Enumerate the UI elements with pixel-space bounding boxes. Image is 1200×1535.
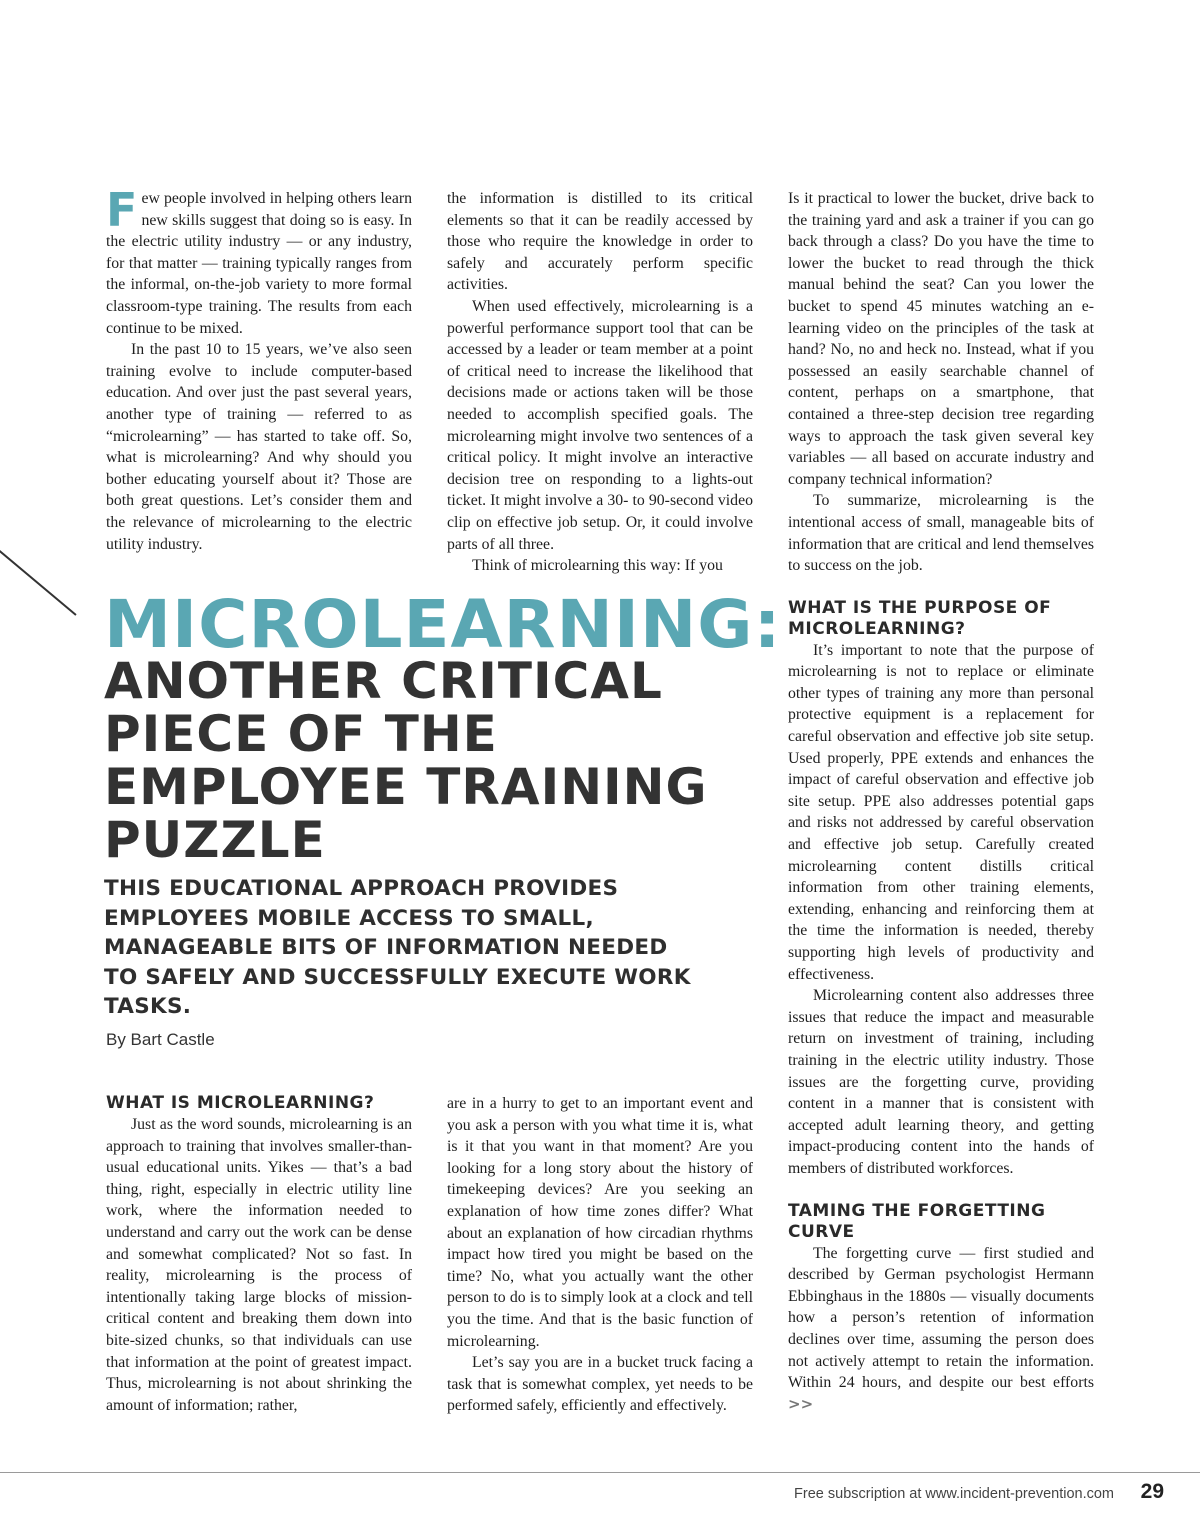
- section-heading-what-is: WHAT IS MICROLEARNING?: [106, 1093, 375, 1113]
- body-paragraph: To summarize, microlearning is the intentional access of small, manageable bits of information that are critical and lend themselves to success on the job.: [788, 492, 1094, 575]
- body-paragraph: the information is distilled to its critical elements so that it can be readily accessed by those who require the knowledge in order to safely and accurately perform specific activities.: [447, 190, 753, 294]
- intro-column-1: [106, 183, 412, 555]
- byline: By Bart Castle: [106, 1030, 215, 1049]
- lower-column-2: [447, 1093, 753, 1417]
- page-number: 29: [1140, 1480, 1164, 1503]
- section-heading-purpose: WHAT IS THE PURPOSE OF MICROLEARNING?: [788, 597, 1052, 639]
- body-paragraph: Is it practical to lower the bucket, drive back to the training yard and ask a trainer if you can go back through a class? Do you have the time to lower the bucket to read through the thick manual behind the seat? Can you lower the bucket to spend 45 minutes watching an e-learning video on the principles of the task at hand? No, no and heck no. Instead, what if you possessed an easily searchable channel of content, perhaps on a smartphone, that contained a three-step decision tree regarding ways to approach the task given several key variables — all based on accurate industry and company technical information?: [788, 190, 1094, 488]
- body-paragraph: When used effectively, microlearning is a powerful performance support tool that can be accessed by a leader or team member at a point of critical need to increase the likelihood that decisions made or actions taken will be those needed to accomplish specified goals. The microlearning might involve two sentences of a critical policy. It might involve an interactive decision tree on responding to a lights-out ticket. It might involve a 30- to 90-second video clip on effective job setup. Or, it could involve parts of all three.: [447, 297, 753, 553]
- article-deck: THIS EDUCATIONAL APPROACH PROVIDES EMPLOYEES MOBILE ACCESS TO SMALL, MANAGEABLE BITS OF INFORMATION NEEDED TO SAFELY AND SUCCESSFULLY EXECUTE WORK TASKS.: [104, 876, 691, 1019]
- body-paragraph: Let’s say you are in a bucket truck facing a task that is somewhat complex, yet needs to be performed safely, efficiently and effectively.: [447, 1354, 753, 1415]
- body-paragraph: Microlearning content also addresses three issues that reduce the impact and measurable return on investment of training, including training in the electric utility industry. Those issues are the forgetting curve, providing content in a manner that is consistent with accepted adult learning theory, and getting impact-producing content into the hands of members of distributed workforces.: [788, 987, 1094, 1177]
- drop-cap: F: [106, 183, 138, 237]
- intro-paragraph-1: Few people involved in helping others learn new skills suggest that doing so is easy. In the electric utility industry — or any industry, for that matter — training typically ranges from the informal, on-the-job variety to more formal classroom-type training. The results from each continue to be mixed.: [106, 183, 412, 337]
- footer-divider: [0, 1472, 1200, 1473]
- lower-column-1: [106, 1093, 412, 1416]
- footer-subscription-link[interactable]: Free subscription at www.incident-prevention.com: [794, 1486, 1114, 1502]
- intro-paragraph-2: In the past 10 to 15 years, we’ve also seen training evolve to include computer-based education. And over just the past several years, another type of training — referred to as “microlearning” — has started to take off. So, what is microlearning? And why should you bother educating yourself about it? Those are both great questions. Let’s consider them and the relevance of microlearning to the electric utility industry.: [106, 341, 412, 553]
- intro-column-2: [447, 188, 753, 577]
- continue-arrow-icon: >>: [788, 1394, 814, 1413]
- article-title: MICROLEARNING:: [104, 586, 782, 663]
- body-paragraph: Just as the word sounds, microlearning is an approach to training that involves smaller-than-usual educational units. Yikes — that’s a bad thing, right, especially in electric utility line work, where the information needed to understand and carry out the work can be dense and somewhat complicated? Not so fast. In reality, microlearning is the process of intentionally taking large blocks of mission-critical content and breaking them down into bite-sized chunks, so that individuals can use that information at the point of greatest impact. Thus, microlearning is not about shrinking the amount of information; rather,: [106, 1116, 412, 1414]
- body-paragraph: are in a hurry to get to an important event and you ask a person with you what time it is, what is it that you want in that moment? Are you looking for a long story about the history of timekeeping devices? Are you seeking an explanation of how time zones differ? What about an explanation of how circadian rhythms impact how tired you might be based on the time? No, what you actually want the other person to do is to simply look at a clock and tell you the time. And that is the basic function of microlearning.: [447, 1095, 753, 1350]
- body-paragraph: Think of microlearning this way: If you: [472, 557, 723, 575]
- article-subtitle: ANOTHER CRITICAL PIECE OF THE EMPLOYEE TRAINING PUZZLE: [104, 652, 708, 869]
- decorative-diagonal-line: [0, 550, 77, 616]
- body-paragraph: The forgetting curve — first studied and described by German psychologist Hermann Ebbinghaus in the 1880s — visually documents how a person’s retention of information declines over time, assuming the person does not actively attempt to retain the information. Within 24 hours, and despite our best efforts >>: [788, 1244, 1094, 1413]
- body-paragraph: It’s important to note that the purpose of microlearning is not to replace or eliminate other types of training any more than personal protective equipment is a replacement for careful observation and effective job site setup. Used properly, PPE extends and enhances the impact of careful observation and effective job site setup. PPE also addresses potential gaps and risks not addressed by careful observation and effective job setup. Carefully created microlearning content distills critical information from other training elements, extending, enhancing and reinforcing them at the time the information is needed, thereby supporting high levels of productivity and effectiveness.: [788, 641, 1094, 983]
- section-heading-forgetting-curve: TAMING THE FORGETTING CURVE: [788, 1200, 1046, 1242]
- right-column: [788, 188, 1094, 1415]
